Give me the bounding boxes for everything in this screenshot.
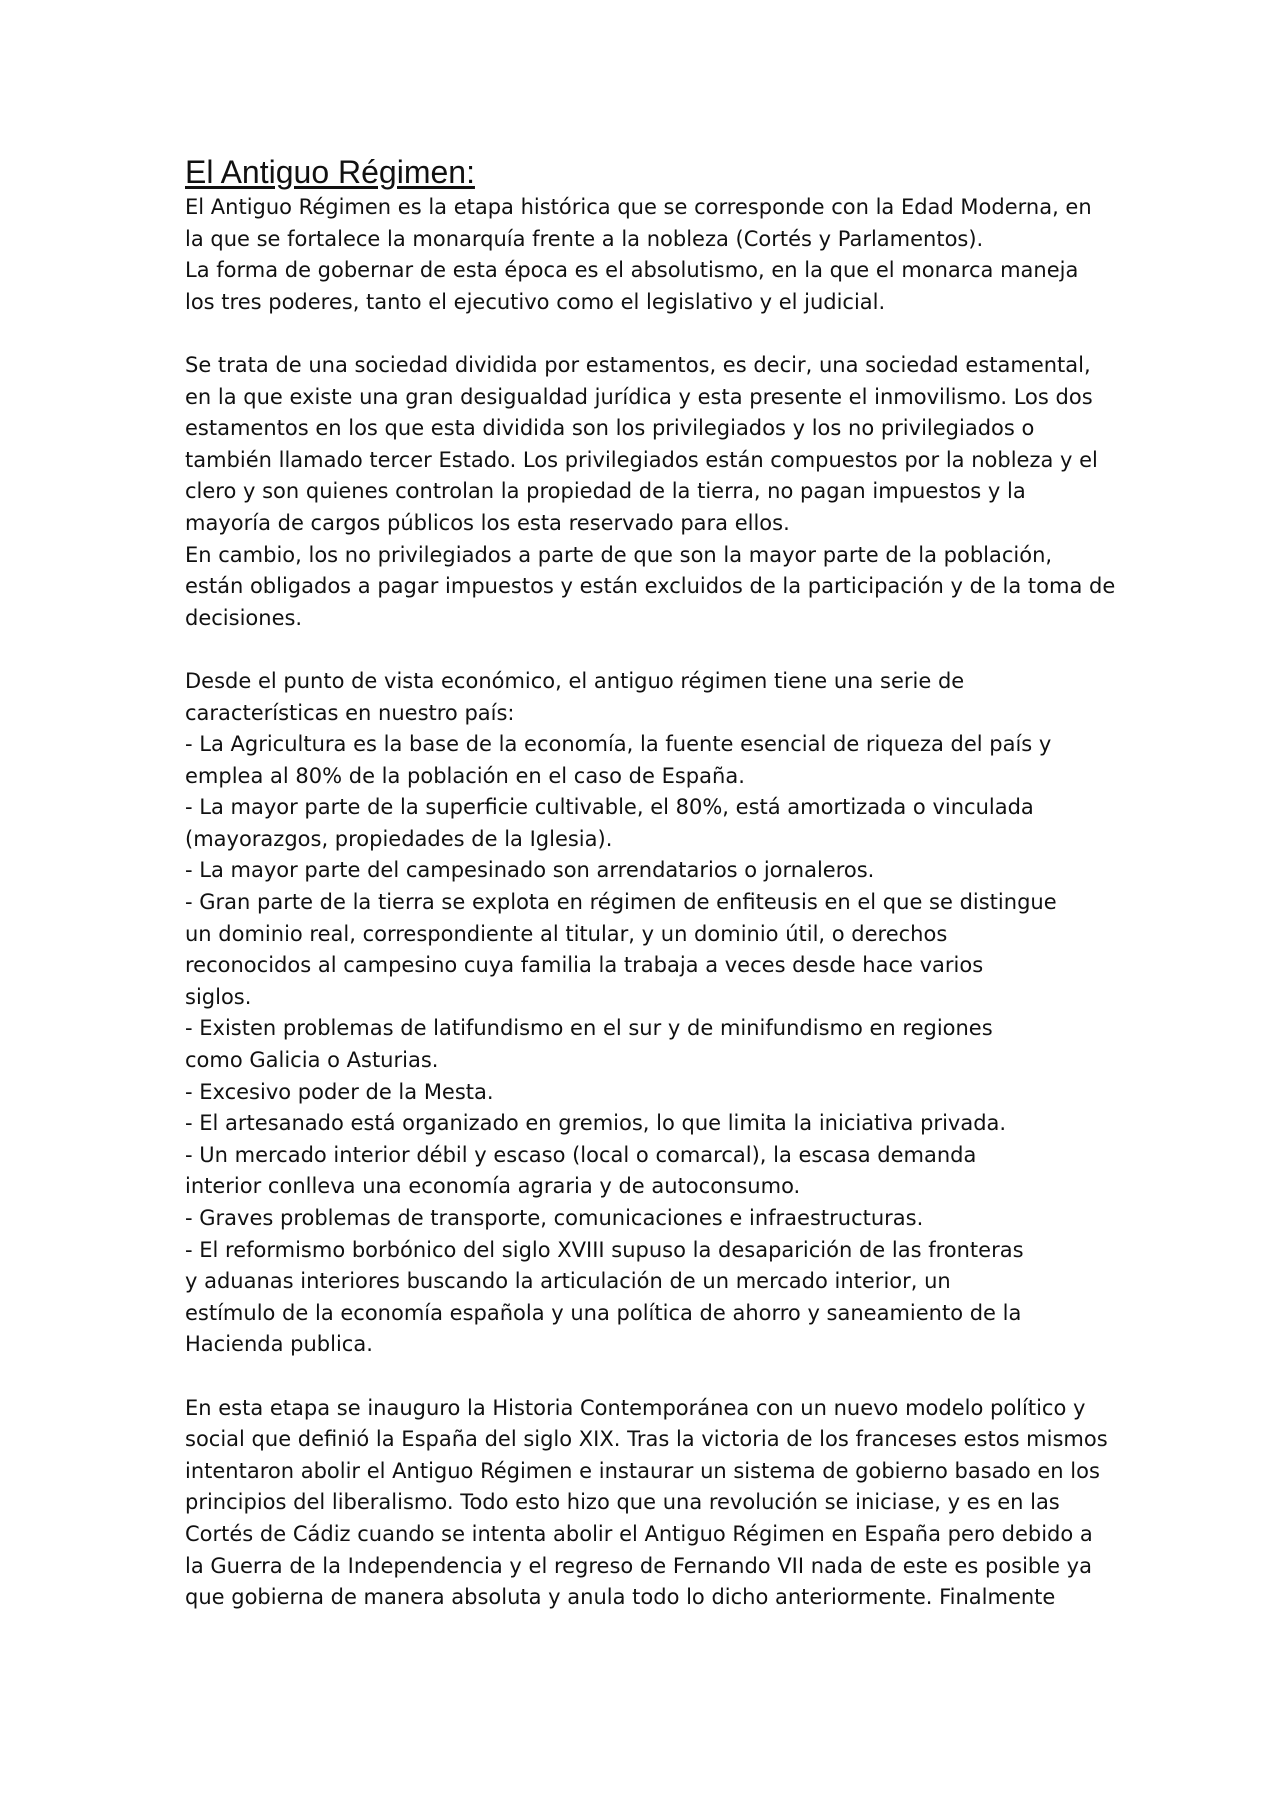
document-page [185,152,1115,1614]
text-line: decisiones. [185,605,303,630]
text-line: - Existen problemas de latifundismo en el sur y de minifundismo en regiones [185,1016,993,1041]
text-line: siglos. [185,984,252,1009]
text-line: - Excesivo poder de la Mesta. [185,1079,494,1104]
text-line: un dominio real, correspondiente al titular, y un dominio útil, o derechos [185,921,948,946]
text-line: la Guerra de la Independencia y el regreso de Fernando VII nada de este es posible ya [185,1553,1092,1578]
text-line: características en nuestro país: [185,700,515,725]
text-line: clero y son quienes controlan la propiedad de la tierra, no pagan impuestos y la [185,479,1026,504]
text-line: emplea al 80% de la población en el caso de España. [185,763,745,788]
text-line: mayoría de cargos públicos los esta reservado para ellos. [185,510,790,535]
text-line: Hacienda publica. [185,1332,373,1357]
text-line: están obligados a pagar impuestos y están excluidos de la participación y de la toma de [185,574,1116,599]
text-line: los tres poderes, tanto el ejecutivo como el legislativo y el judicial. [185,289,886,314]
text-line: social que definió la España del siglo XIX. Tras la victoria de los franceses estos mismos [185,1427,1108,1452]
text-line: (mayorazgos, propiedades de la Iglesia). [185,826,613,851]
text-line: - Graves problemas de transporte, comunicaciones e infraestructuras. [185,1206,924,1230]
blank-line [185,1361,1115,1393]
text-line: que gobierna de manera absoluta y anula todo lo dicho anteriormente. Finalmente [185,1585,1056,1610]
document-body [185,192,1115,1614]
text-line: - La mayor parte de la superficie cultivable, el 80%, está amortizada o vinculada [185,795,1034,820]
text-line: estímulo de la economía española y una política de ahorro y saneamiento de la [185,1300,1022,1325]
text-line: Se trata de una sociedad dividida por estamentos, es decir, una sociedad estamental, [185,352,1091,377]
text-line: Cortés de Cádiz cuando se intenta abolir el Antiguo Régimen en España pero debido a [185,1521,1093,1546]
text-line: también llamado tercer Estado. Los privilegiados están compuestos por la nobleza y el [185,447,1098,472]
text-line: - La Agricultura es la base de la economía, la fuente esencial de riqueza del país y [185,732,1052,757]
text-line: intentaron abolir el Antiguo Régimen e instaurar un sistema de gobierno basado en los [185,1458,1100,1483]
document-title: El Antiguo Régimen: [185,154,475,190]
text-line: la que se fortalece la monarquía frente a la nobleza (Cortés y Parlamentos). [185,226,984,251]
text-line: La forma de gobernar de esta época es el absolutismo, en la que el monarca maneja [185,258,1079,283]
text-line: - Un mercado interior débil y escaso (local o comarcal), la escasa demanda [185,1142,977,1167]
text-line: principios del liberalismo. Todo esto hizo que una revolución se iniciase, y es en las [185,1490,1060,1515]
text-line: - Gran parte de la tierra se explota en régimen de enfiteusis en el que se distingue [185,890,1057,915]
text-line: en la que existe una gran desigualdad jurídica y esta presente el inmovilismo. Los dos [185,384,1093,409]
text-line: y aduanas interiores buscando la articulación de un mercado interior, un [185,1269,951,1294]
text-line: estamentos en los que esta dividida son los privilegiados y los no privilegiados o [185,416,1035,441]
text-line: Desde el punto de vista económico, el antiguo régimen tiene una serie de [185,668,965,693]
text-line: En cambio, los no privilegiados a parte de que son la mayor parte de la población, [185,542,1053,567]
text-line: El Antiguo Régimen es la etapa histórica que se corresponde con la Edad Moderna, en [185,195,1092,219]
blank-line [185,318,1115,350]
text-line: En esta etapa se inauguro la Historia Contemporánea con un nuevo modelo político y [185,1395,1086,1420]
text-line: - El artesanado está organizado en gremios, lo que limita la iniciativa privada. [185,1111,1007,1136]
text-line: reconocidos al campesino cuya familia la trabaja a veces desde hace varios [185,953,984,978]
text-line: como Galicia o Asturias. [185,1048,439,1073]
text-line: interior conlleva una economía agraria y de autoconsumo. [185,1174,801,1199]
text-line: - El reformismo borbónico del siglo XVIII supuso la desaparición de las fronteras [185,1237,1024,1262]
text-line: - La mayor parte del campesinado son arrendatarios o jornaleros. [185,858,875,883]
blank-line [185,634,1115,666]
